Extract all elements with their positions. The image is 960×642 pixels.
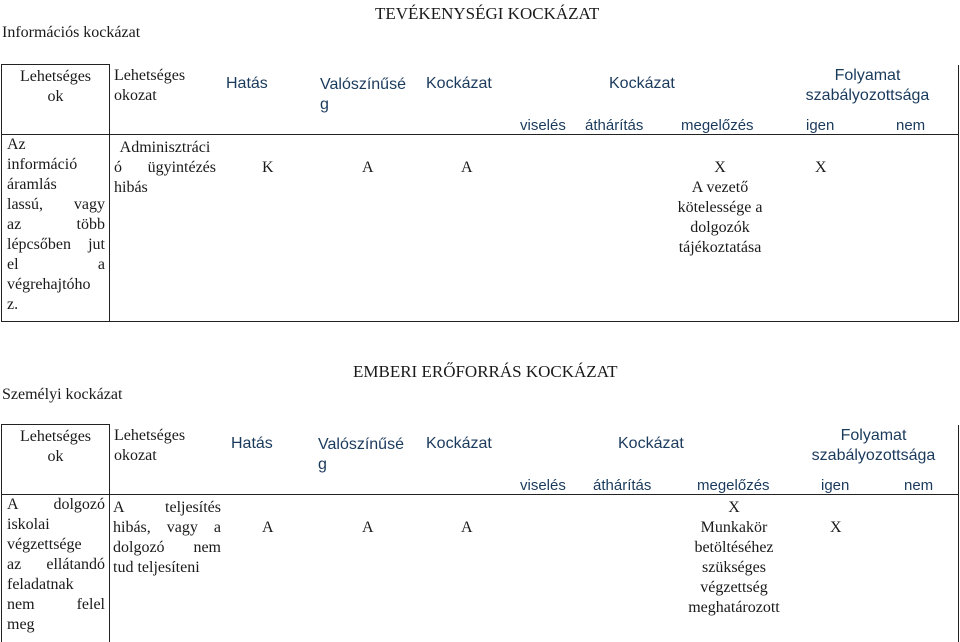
- s1-sub-igen: igen: [806, 117, 835, 134]
- s2-header-kockazat1: Kockázat: [426, 435, 492, 452]
- s2-header-valoszinuseg: Valószínűsé g: [318, 436, 404, 473]
- s2-cell-okozat: A teljesítés hibás, vagy a dolgozó nem tud teljesíteni: [113, 499, 221, 576]
- s1-header-okozat: Lehetséges okozat: [114, 67, 186, 104]
- s1-header-hatas: Hatás: [226, 75, 268, 92]
- s2-cell-hatas: A: [262, 519, 274, 536]
- s1-header-ok: Lehetséges ok: [2, 65, 110, 135]
- s1-header-valoszinuseg: Valószínűsé g: [320, 76, 406, 113]
- s2-cell-valoszinuseg: A: [362, 519, 374, 536]
- s2-cell-kockazat: A: [461, 519, 473, 536]
- s2-header-divider: [109, 494, 958, 495]
- s2-sub-viseles: viselés: [520, 477, 566, 494]
- s1-header-folyamat: Folyamat szabályozottsága: [805, 67, 930, 104]
- s2-header-folyamat: Folyamat szabályozottsága: [811, 427, 936, 464]
- section1-category: Információs kockázat: [2, 24, 141, 41]
- s2-header-kockazat2: Kockázat: [618, 435, 684, 452]
- s1-cell-okozat: Adminisztráci ó ügyintézés hibás: [114, 139, 216, 196]
- s2-sub-atharitas: áthárítás: [593, 477, 652, 494]
- s2-cell-megelozes: X Munkakör betöltéséhez szükséges végzettség meghatározott: [688, 499, 780, 616]
- s1-cell-igen: X: [815, 159, 827, 176]
- s1-cell-megelozes: X A vezető kötelessége a dolgozók tájékoztatása: [677, 159, 763, 256]
- s1-sub-nem: nem: [896, 117, 926, 134]
- s2-header-okozat: Lehetséges okozat: [114, 427, 186, 464]
- section2-category: Személyi kockázat: [2, 386, 123, 403]
- s2-sub-megelozes: megelőzés: [697, 477, 770, 494]
- s2-cell-ok: A dolgozó iskolai végzettsége az ellátandó feladatnak nem felel meg: [2, 495, 110, 642]
- s1-header-divider: [109, 134, 958, 135]
- s1-sub-atharitas: áthárítás: [585, 117, 644, 134]
- section1-title: TEVÉKENYSÉGI KOCKÁZAT: [375, 4, 600, 23]
- s1-cell-valoszinuseg: A: [362, 159, 374, 176]
- s1-cell-hatas: K: [262, 159, 274, 176]
- s1-header-kockazat1: Kockázat: [426, 75, 492, 92]
- s1-cell-ok: Az információ áramlás lassú, vagy az több lépcsőben jut el a végrehajtóho z.: [2, 135, 110, 322]
- s2-sub-igen: igen: [821, 477, 850, 494]
- s2-sub-nem: nem: [904, 477, 934, 494]
- section2-title: EMBERI ERŐFORRÁS KOCKÁZAT: [353, 362, 618, 381]
- s2-header-hatas: Hatás: [231, 435, 273, 452]
- s2-header-ok: Lehetséges ok: [2, 425, 110, 495]
- s1-cell-kockazat: A: [461, 159, 473, 176]
- s1-sub-megelozes: megelőzés: [681, 117, 754, 134]
- s1-sub-viseles: viselés: [520, 117, 566, 134]
- s2-cell-igen: X: [830, 519, 842, 536]
- s1-header-kockazat2: Kockázat: [609, 75, 675, 92]
